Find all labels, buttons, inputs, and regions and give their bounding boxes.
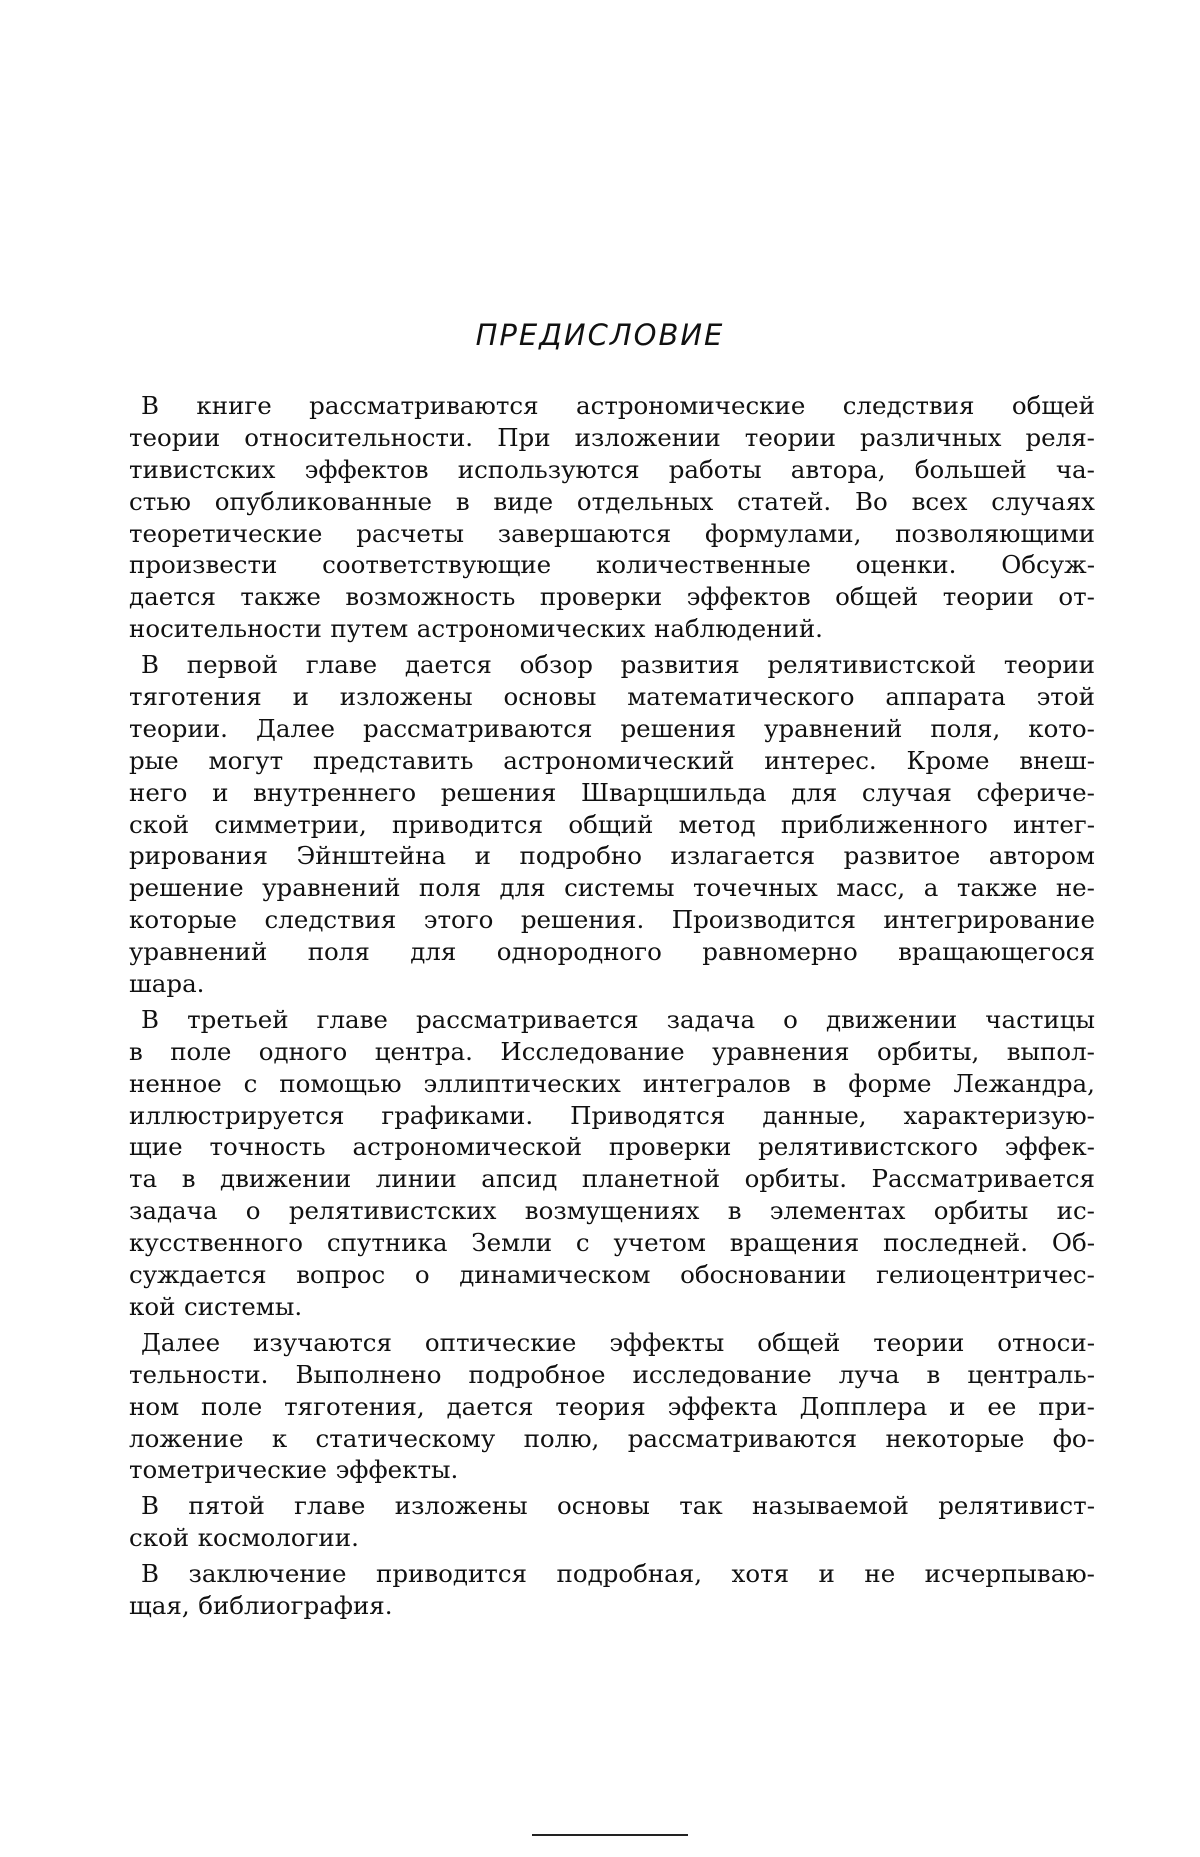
text-line: рирования Эйнштейна и подробно излагается развитое автором bbox=[129, 841, 1095, 871]
text-line: него и внутреннего решения Шварцшильда для случая сфериче- bbox=[129, 777, 1095, 807]
text-line: тяготения и изложены основы математического аппарата этой bbox=[129, 682, 1095, 712]
text-line: тометрические эффекты. bbox=[129, 1455, 459, 1485]
text-line: в поле одного центра. Исследование уравнения орбиты, выпол- bbox=[129, 1036, 1095, 1066]
text-line: В первой главе дается обзор развития релятивистской теории bbox=[141, 650, 1095, 680]
text-line: решение уравнений поля для системы точечных масс, а также не- bbox=[129, 873, 1095, 903]
text-line: произвести соответствующие количественные оценки. Обсуж- bbox=[129, 550, 1095, 580]
text-line: В книге рассматриваются астрономические следствия общей bbox=[141, 391, 1095, 420]
text-line: суждается вопрос о динамическом обосновании гелиоцентричес- bbox=[129, 1260, 1095, 1290]
text-line: В заключение приводится подробная, хотя и не исчерпываю- bbox=[141, 1559, 1095, 1589]
text-line: ской симметрии, приводится общий метод приближенного интег- bbox=[129, 809, 1095, 839]
text-line: ложение к статическому полю, рассматриваются некоторые фо- bbox=[129, 1423, 1095, 1453]
end-rule bbox=[532, 1834, 688, 1836]
text-line: рые могут представить астрономический интерес. Кроме внеш- bbox=[129, 745, 1095, 775]
text-line: Далее изучаются оптические эффекты общей теории относи- bbox=[141, 1327, 1095, 1357]
text-line: теоретические расчеты завершаются формулами, позволяющими bbox=[129, 518, 1095, 548]
text-line: которые следствия этого решения. Производится интегрирование bbox=[129, 905, 1095, 935]
text-line: ненное с помощью эллиптических интегралов в форме Лежандра, bbox=[129, 1068, 1095, 1098]
text-line: щая, библиография. bbox=[129, 1590, 393, 1620]
text-line: стью опубликованные в виде отдельных статей. Во всех случаях bbox=[129, 486, 1095, 516]
page-title: ПРЕДИСЛОВИЕ bbox=[475, 318, 725, 352]
text-line: дается также возможность проверки эффектов общей теории от- bbox=[129, 582, 1095, 612]
text-line: та в движении линии апсид планетной орбиты. Рассматривается bbox=[129, 1164, 1095, 1194]
text-line: уравнений поля для однородного равномерно вращающегося bbox=[129, 937, 1095, 967]
text-line: В пятой главе изложены основы так называемой релятивист- bbox=[141, 1491, 1095, 1521]
text-line: тельности. Выполнено подробное исследование луча в централь- bbox=[129, 1359, 1095, 1389]
text-line: теории относительности. При изложении теории различных реля- bbox=[129, 422, 1095, 452]
text-line: иллюстрируется графиками. Приводятся данные, характеризую- bbox=[129, 1100, 1095, 1130]
text-line: тивистских эффектов используются работы автора, большей ча- bbox=[129, 454, 1095, 484]
preface-body bbox=[129, 390, 1095, 1622]
text-line: ской космологии. bbox=[129, 1523, 359, 1553]
text-line: В третьей главе рассматривается задача о движении частицы bbox=[141, 1004, 1095, 1034]
text-line: кой системы. bbox=[129, 1291, 303, 1321]
text-line: шара. bbox=[129, 969, 205, 999]
text-line: задача о релятивистских возмущениях в элементах орбиты ис- bbox=[129, 1196, 1095, 1226]
text-line: носительности путем астрономических наблюдений. bbox=[129, 614, 823, 644]
text-line: теории. Далее рассматриваются решения уравнений поля, кото- bbox=[129, 713, 1095, 743]
text-line: ном поле тяготения, дается теория эффекта Допплера и ее при- bbox=[129, 1391, 1095, 1421]
text-line: щие точность астрономической проверки релятивистского эффек- bbox=[129, 1132, 1095, 1162]
text-line: кусственного спутника Земли с учетом вращения последней. Об- bbox=[129, 1228, 1095, 1258]
